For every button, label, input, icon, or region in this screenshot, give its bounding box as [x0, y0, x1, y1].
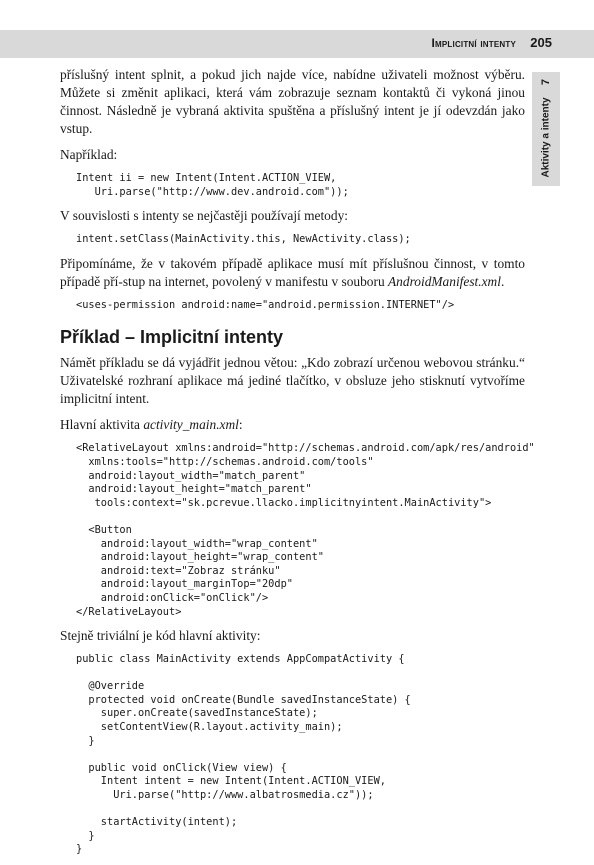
code-block-intent: Intent ii = new Intent(Intent.ACTION_VIEW, Uri.parse("http://www.dev.android.com")); [76, 172, 349, 198]
paragraph-permission-note [60, 255, 525, 291]
main-activity-text: Hlavní aktivita [60, 417, 144, 433]
chapter-number: 7 [540, 78, 552, 86]
paragraph-main-activity-code: Stejně triviální je kód hlavní aktivity: [60, 628, 261, 644]
page-body [60, 66, 535, 865]
header-title: Implicitní intenty [431, 36, 516, 50]
main-activity-colon: : [238, 417, 243, 433]
running-header [0, 30, 594, 58]
paragraph-intro: příslušný intent splnit, a pokud jich najde více, nabídne uživateli možnost výběru. Můžete si změnit aplikaci, která vám zobrazuje seznam kontaktů či vykoná jinou činnost. Následně je vybraná aktivita spuštěna a příslušný intent je jí odevzdán jako vstup. [60, 67, 525, 136]
page-number: 205 [530, 35, 552, 50]
paragraph-main-activity-layout [60, 416, 525, 434]
permission-note-end: . [500, 273, 505, 289]
code-block-layout-xml: <RelativeLayout xmlns:android="http://schemas.android.com/apk/res/android" xmlns:tools="http://schemas.android.com/tools" android:layout_width="match_parent" android:layout_height="match_parent" tools:context="sk.pcrevue.llacko.implicitnyintent.MainActivity"> <Button android:layout_width="wrap_content" android:layout_height="wrap_content" android:text="Zobraz stránku" android:layout_marginTop="20dp" android:onClick="onClick"/> </RelativeLayout> [76, 442, 535, 618]
manifest-filename: AndroidManifest.xml [388, 273, 501, 289]
code-block-main-activity: public class MainActivity extends AppCompatActivity { @Override protected void onCreate(Bundle savedInstanceState) { super.onCreate(savedInstanceState); setContentView(R.layout.activity_main); } public void onClick(View view) { Intent intent = new Intent(Intent.ACTION_VIEW, Uri.parse("http://www.albatrosmedia.cz")); startActivity(intent); } } [76, 653, 411, 856]
chapter-side-tab [532, 72, 560, 186]
permission-note-text: Připomínáme, že v takovém případě aplikace musí mít příslušnou činnost, v tomto případě pří-stup na internet, povolený v manifestu v souboru [60, 255, 525, 289]
paragraph-example-intro: Námět příkladu se dá vyjádřit jednou větou: „Kdo zobrazí určenou webovou stránku.“ Uživatelské rozhraní aplikace má jediné tlačítko, v obsluze jeho stisknutí vytvoříme implicitní intent. [60, 355, 525, 407]
code-block-setclass: intent.setClass(MainActivity.this, NewActivity.class); [76, 233, 411, 246]
code-block-permission: <uses-permission android:name="android.permission.INTERNET"/> [76, 298, 455, 311]
layout-filename: activity_main.xml [143, 417, 239, 433]
chapter-title: Aktivity a intenty [540, 97, 552, 178]
paragraph-example-label: Například: [60, 147, 118, 162]
paragraph-methods: V souvislosti s intenty se nejčastěji používají metody: [60, 208, 348, 224]
section-heading: Příklad – Implicitní intenty [60, 327, 284, 348]
